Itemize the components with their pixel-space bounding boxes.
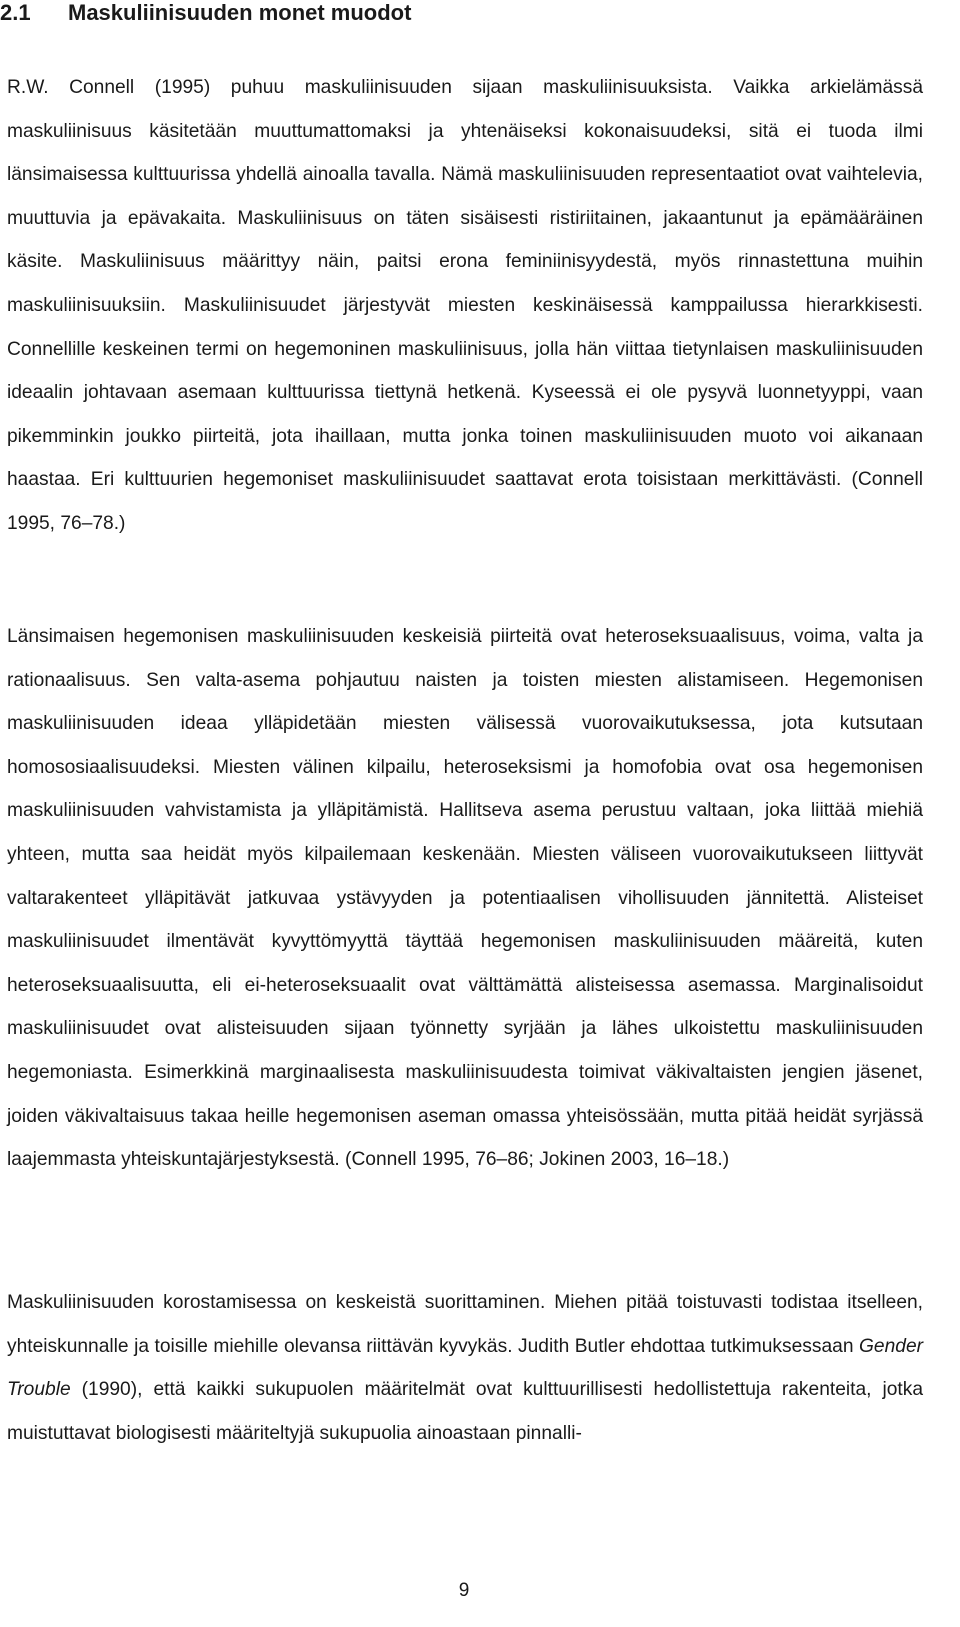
section-title: Maskuliinisuuden monet muodot bbox=[68, 0, 412, 25]
section-number: 2.1 bbox=[0, 0, 31, 25]
section-heading bbox=[0, 0, 940, 26]
body-paragraph-3 bbox=[7, 1281, 923, 1455]
paragraph-3-text-start: Maskuliinisuuden korostamisessa on keskeistä suorittaminen. Miehen pitää toistuvasti todistaa itselleen, yhteiskunnalle ja toisille miehille olevansa riittävän kyvykäs. Judith Butler ehdottaa tutkimuksessaan bbox=[7, 1292, 923, 1357]
book-title-gender-trouble: Gender Trouble bbox=[7, 1335, 923, 1401]
paragraph-3-text-end: (1990), että kaikki sukupuolen määritelmät ovat kulttuurillisesti hedollistettuja rakenteita, jotka muistuttavat biologisesti määriteltyjä sukupuolia ainoastaan pinnalli- bbox=[7, 1379, 923, 1444]
body-paragraph-1: R.W. Connell (1995) puhuu maskuliinisuuden sijaan maskuliinisuuksista. Vaikka arkielämässä maskuliinisuus käsitetään muuttumattomaksi ja yhtenäiseksi kokonaisuudeksi, sitä ei tuoda ilmi länsimaisessa kulttuurissa yhdellä ainoalla tavalla. Nämä maskuliinisuuden representaatiot ovat vaihtelevia, muuttuvia ja epävakaita. Maskuliinisuus on täten sisäisesti ristiriitainen, jakaantunut ja epämääräinen käsite. Maskuliinisuus määrittyy näin, paitsi erona feminiinisyydestä, myös rinnastettuna muihin maskuliinisuuksiin. Maskuliinisuudet järjestyvät miesten keskinäisessä kamppailussa hierarkkisesti. Connellille keskeinen termi on hegemoninen maskuliinisuus, jolla hän viittaa tietynlaisen maskuliinisuuden ideaalin johtavaan asemaan kulttuurissa tiettynä hetkenä. Kyseessä ei ole pysyvä luonnetyyppi, vaan pikemminkin joukko piirteitä, jota ihaillaan, mutta jonka toinen maskuliinisuuden muoto voi aikanaan haastaa. Eri kulttuurien hegemoniset maskuliinisuudet saattavat erota toisistaan merkittävästi. (Connell 1995, 76–78.) bbox=[7, 77, 923, 534]
body-paragraph-2: Länsimaisen hegemonisen maskuliinisuuden keskeisiä piirteitä ovat heteroseksuaalisuus, voima, valta ja rationaalisuus. Sen valta-asema pohjautuu naisten ja toisten miesten alistamiseen. Hegemonisen maskuliinisuuden ideaa ylläpidetään miesten välisessä vuorovaikutuksessa, jota kutsutaan homososiaalisuudeksi. Miesten välinen kilpailu, heteroseksismi ja homofobia ovat osa hegemonisen maskuliinisuuden vahvistamista ja ylläpitämistä. Hallitseva asema perustuu valtaan, joka liittää miehiä yhteen, mutta saa heidät myös kilpailemaan keskenään. Miesten väliseen vuorovaikutukseen liittyvät valtarakenteet ylläpitävät jatkuvaa ystävyyden ja potentiaalisen vihollisuuden jännitettä. Alisteiset maskuliinisuudet ilmentävät kyvyttömyyttä täyttää hegemonisen maskuliinisuuden määreitä, kuten heteroseksuaalisuutta, eli ei-heteroseksuaalit ovat välttämättä alisteisessa asemassa. Marginalisoidut maskuliinisuudet ovat alisteisuuden sijaan työnnetty syrjään ja lähes ulkoistettu maskuliinisuuden hegemoniasta. Esimerkkinä marginaalisesta maskuliinisuudesta toimivat väkivaltaisten jengien jäsenet, joiden väkivaltaisuus takaa heille hegemonisen aseman omassa yhteisössään, mutta pitää heidät syrjässä laajemmasta yhteiskuntajärjestyksestä. (Connell 1995, 76–86; Jokinen 2003, 16–18.) bbox=[7, 626, 923, 1171]
page-number: 9 bbox=[458, 1580, 470, 1601]
